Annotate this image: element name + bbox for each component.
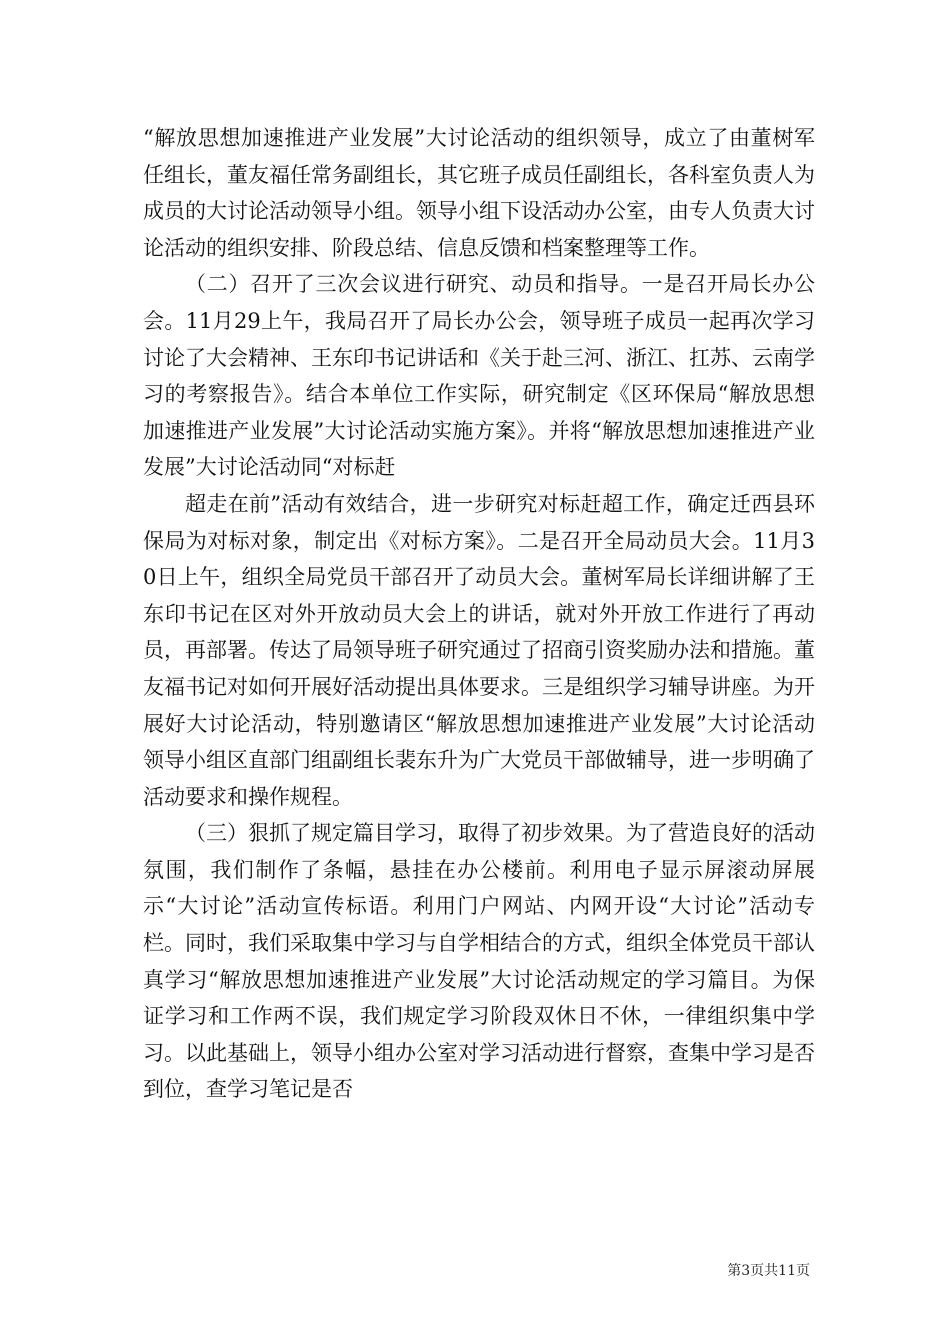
paragraph-1: “解放思想加速推进产业发展”大讨论活动的组织领导，成立了由董树军任组长，董友福任常务副组长，其它班子成员任副组长，各科室负责人为成员的大讨论活动领导小组。领导小组下设活动办公室，由专人负责大讨论活动的组织安排、阶段总结、信息反馈和档案整理等工作。 xyxy=(143,126,815,260)
page-number-footer: 第3页共11页 xyxy=(727,1263,810,1279)
paragraph-3: 超走在前”活动有效结合，进一步研究对标赶超工作，确定迁西县环保局为对标对象，制定出《对标方案》。二是召开全局动员大会。11月30日上午，组织全局党员干部召开了动员大会。董树军局长详细讲解了王东印书记在区对外开放动员大会上的讲话，就对外开放工作进行了再动员，再部署。传达了局领导班子研究通过了招商引资奖励办法和措施。董友福书记对如何开展好活动提出具体要求。三是组织学习辅导讲座。为开展好大讨论活动，特别邀请区“解放思想加速推进产业发展”大讨论活动领导小组区直部门组副组长裴东升为广大党员干部做辅导，进一步明确了活动要求和操作规程。 xyxy=(143,491,815,809)
document-body xyxy=(143,120,815,1108)
paragraph-2: （二）召开了三次会议进行研究、动员和指导。一是召开局长办公会。11月29上午，我局召开了局长办公会，领导班子成员一起再次学习讨论了大会精神、王东印书记讲话和《关于赴三河、浙江、扛苏、云南学习的考察报告》。结合本单位工作实际，研究制定《区环保局“解放思想加速推进产业发展”大讨论活动实施方案》。并将“解放思想加速推进产业发展”大讨论活动同“对标赶 xyxy=(143,272,815,480)
paragraph-4: （三）狠抓了规定篇目学习，取得了初步效果。为了营造良好的活动氛围，我们制作了条幅，悬挂在办公楼前。利用电子显示屏滚动屏展示“大讨论”活动宣传标语。利用门户网站、内网开设“大讨论”活动专栏。同时，我们采取集中学习与自学相结合的方式，组织全体党员干部认真学习“解放思想加速推进产业发展”大讨论活动规定的学习篇目。为保证学习和工作两不误，我们规定学习阶段双休日不休，一律组织集中学习。以此基础上，领导小组办公室对学习活动进行督察，查集中学习是否到位，查学习笔记是否 xyxy=(143,821,815,1102)
